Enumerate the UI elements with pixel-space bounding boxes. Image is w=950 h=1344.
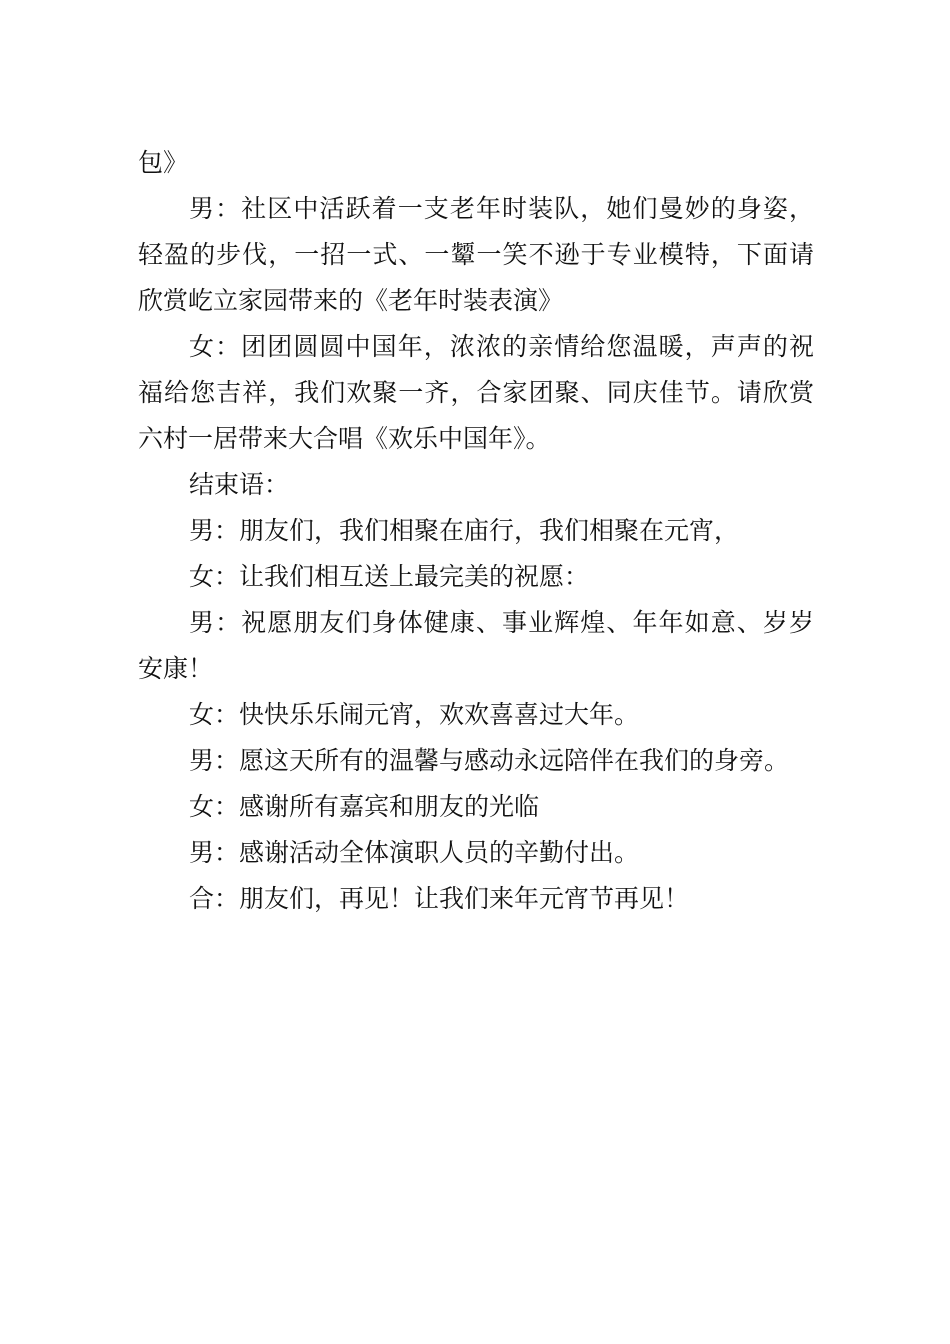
female-host-line-chorus-end: 六村一居带来大合唱《欢乐中国年》。 — [138, 424, 551, 453]
female-closing-line-2: 女：快快乐乐闹元宵，欢欢喜喜过大年。 — [189, 700, 640, 729]
male-closing-line-2: 男：祝愿朋友们身体健康、事业辉煌、年年如意、岁岁 — [189, 608, 814, 637]
document-body — [138, 140, 814, 922]
female-host-line-chorus-cont: 福给您吉祥，我们欢聚一齐，合家团聚、同庆佳节。请欣赏 — [138, 378, 814, 407]
male-host-line-fashion-show-cont: 轻盈的步伐，一招一式、一颦一笑不逊于专业模特，下面请 — [138, 240, 814, 269]
male-closing-line-1: 男：朋友们，我们相聚在庙行，我们相聚在元宵， — [189, 516, 740, 545]
male-closing-line-2-end: 安康！ — [138, 654, 214, 683]
joint-farewell-line: 合：朋友们，再见！让我们来年元宵节再见！ — [189, 884, 690, 913]
male-host-line-fashion-show-end: 欣赏屹立家园带来的《老年时装表演》 — [138, 286, 564, 315]
female-closing-line-1: 女：让我们相互送上最完美的祝愿： — [189, 562, 590, 591]
continued-program-title: 包》 — [138, 148, 189, 177]
male-closing-line-3: 男：愿这天所有的温馨与感动永远陪伴在我们的身旁。 — [189, 746, 790, 775]
male-closing-line-4: 男：感谢活动全体演职人员的辛勤付出。 — [189, 838, 640, 867]
female-closing-line-3: 女：感谢所有嘉宾和朋友的光临 — [189, 792, 540, 821]
female-host-line-chorus: 女：团团圆圆中国年，浓浓的亲情给您温暖，声声的祝 — [189, 332, 814, 361]
closing-remarks-heading: 结束语： — [189, 470, 290, 499]
male-host-line-fashion-show: 男：社区中活跃着一支老年时装队，她们曼妙的身姿， — [189, 194, 814, 223]
